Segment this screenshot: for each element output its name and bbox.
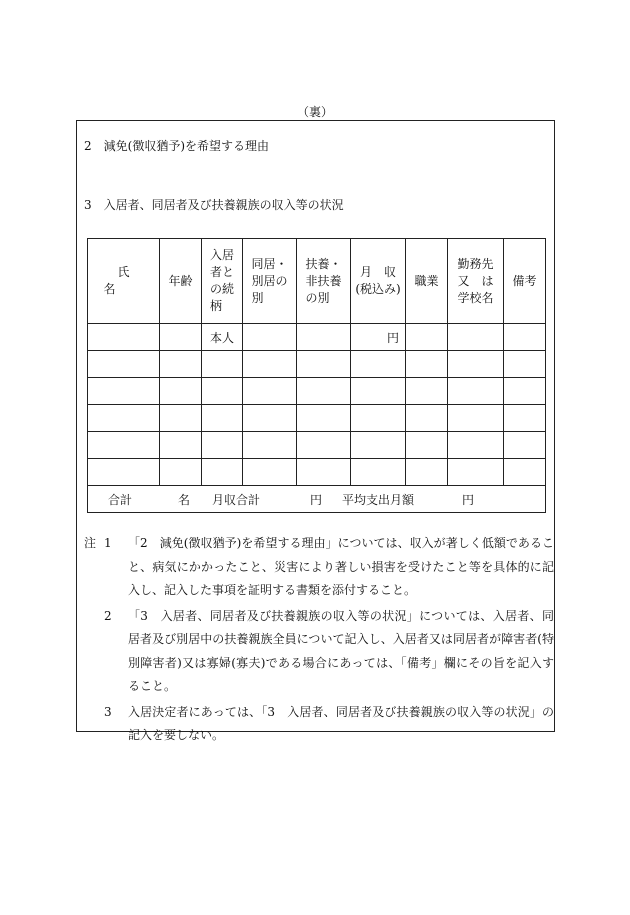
cell[interactable] [202, 378, 243, 405]
cell[interactable] [243, 405, 297, 432]
cell-name[interactable] [88, 324, 160, 351]
monthly-total-unit: 円 [310, 492, 323, 507]
cell-dependent[interactable] [297, 324, 351, 351]
cell[interactable] [297, 459, 351, 486]
cell[interactable] [202, 432, 243, 459]
cell[interactable] [243, 459, 297, 486]
cell[interactable] [448, 459, 504, 486]
table-row [88, 351, 546, 378]
cell[interactable] [160, 432, 202, 459]
cell[interactable] [297, 378, 351, 405]
header-age: 年齢 [160, 239, 202, 324]
cell[interactable] [448, 405, 504, 432]
cell[interactable] [88, 351, 160, 378]
cell-cohabit[interactable] [243, 324, 297, 351]
note-item-3: 3 入居決定者にあっては、「3 入居者、同居者及び扶養親族の収入等の状況」の記入を要しない。 [104, 704, 554, 742]
note-text: 入居決定者にあっては、「3 入居者、同居者及び扶養親族の収入等の状況」の記入を要しない。 [128, 704, 554, 742]
cell[interactable] [351, 405, 406, 432]
cell[interactable] [160, 405, 202, 432]
notes-section [84, 532, 554, 748]
cell[interactable] [448, 351, 504, 378]
header-relation: 入居 者と の続 柄 [202, 239, 243, 324]
table-row [88, 405, 546, 432]
cell[interactable] [297, 405, 351, 432]
cell[interactable] [351, 351, 406, 378]
header-income: 月 収 (税込み) [351, 239, 406, 324]
notes-prefix: 注 [84, 536, 97, 550]
cell[interactable] [297, 432, 351, 459]
table-row [88, 324, 546, 351]
note-text: 「3 入居者、同居者及び扶養親族の収入等の状況」については、入居者、同居者及び別居中の扶養親族全員について記入し、入居者又は同居者が障害者(特別障害者)又は寡婦(寡夫)である場合にあっては、「備考」欄にその旨を記入すること。 [128, 608, 554, 693]
cell[interactable] [202, 459, 243, 486]
note-item-1: 注 1 「2 減免(徴収猶予)を希望する理由」については、収入が著しく低額であること、病気にかかったこと、災害により著しい損害を受けたこと等を具体的に記入し、記入した事項を証明する書類を添付すること。 [84, 532, 554, 603]
section-2-heading: 2 減免(徴収猶予)を希望する理由 [84, 139, 269, 153]
table-row [88, 378, 546, 405]
cell[interactable] [88, 459, 160, 486]
income-table [87, 238, 546, 513]
cell-income: 円 [351, 324, 406, 351]
cell-remarks[interactable] [504, 324, 546, 351]
header-workplace: 勤務先 又 は 学校名 [448, 239, 504, 324]
table-total-row [88, 486, 546, 513]
cell[interactable] [202, 351, 243, 378]
cell[interactable] [406, 459, 448, 486]
cell[interactable] [88, 378, 160, 405]
cell-age[interactable] [160, 324, 202, 351]
cell[interactable] [160, 378, 202, 405]
cell[interactable] [351, 459, 406, 486]
cell[interactable] [243, 351, 297, 378]
avg-expense-unit: 円 [462, 492, 475, 507]
total-count-unit: 名 [178, 492, 191, 507]
header-remarks: 備考 [504, 239, 546, 324]
cell[interactable] [406, 378, 448, 405]
cell[interactable] [160, 459, 202, 486]
table-header-row [88, 239, 546, 324]
cell[interactable] [297, 351, 351, 378]
cell[interactable] [504, 351, 546, 378]
table-row [88, 432, 546, 459]
cell[interactable] [351, 378, 406, 405]
header-cohabit: 同居・ 別居の 別 [243, 239, 297, 324]
cell[interactable] [406, 432, 448, 459]
cell[interactable] [88, 432, 160, 459]
cell-occupation[interactable] [406, 324, 448, 351]
cell[interactable] [448, 432, 504, 459]
cell[interactable] [406, 405, 448, 432]
note-item-2: 2 「3 入居者、同居者及び扶養親族の収入等の状況」については、入居者、同居者及び別居中の扶養親族全員について記入し、入居者又は同居者が障害者(特別障害者)又は寡婦(寡夫)である場合にあっては、「備考」欄にその旨を記入すること。 [104, 608, 554, 693]
page-side-label: （裏） [296, 105, 333, 119]
cell[interactable] [243, 432, 297, 459]
cell[interactable] [202, 405, 243, 432]
cell-relation: 本人 [202, 324, 243, 351]
header-name: 氏名 [88, 239, 160, 324]
monthly-total-label: 月収合計 [212, 492, 261, 507]
cell[interactable] [406, 351, 448, 378]
cell[interactable] [504, 405, 546, 432]
cell[interactable] [504, 459, 546, 486]
cell-workplace[interactable] [448, 324, 504, 351]
section-3-heading: 3 入居者、同居者及び扶養親族の収入等の状況 [84, 198, 344, 212]
header-dependent: 扶養・ 非扶養 の別 [297, 239, 351, 324]
note-text: 「2 減免(徴収猶予)を希望する理由」については、収入が著しく低額であること、病気にかかったこと、災害により著しい損害を受けたこと等を具体的に記入し、記入した事項を証明する書類を添付すること。 [128, 536, 554, 597]
table-row [88, 459, 546, 486]
cell[interactable] [243, 378, 297, 405]
cell[interactable] [448, 378, 504, 405]
cell[interactable] [351, 432, 406, 459]
cell[interactable] [504, 432, 546, 459]
total-label: 合計 [108, 492, 133, 507]
cell[interactable] [88, 405, 160, 432]
avg-expense-label: 平均支出月額 [342, 492, 415, 507]
total-cell [88, 486, 546, 513]
header-occupation: 職業 [406, 239, 448, 324]
cell[interactable] [504, 378, 546, 405]
cell[interactable] [160, 351, 202, 378]
